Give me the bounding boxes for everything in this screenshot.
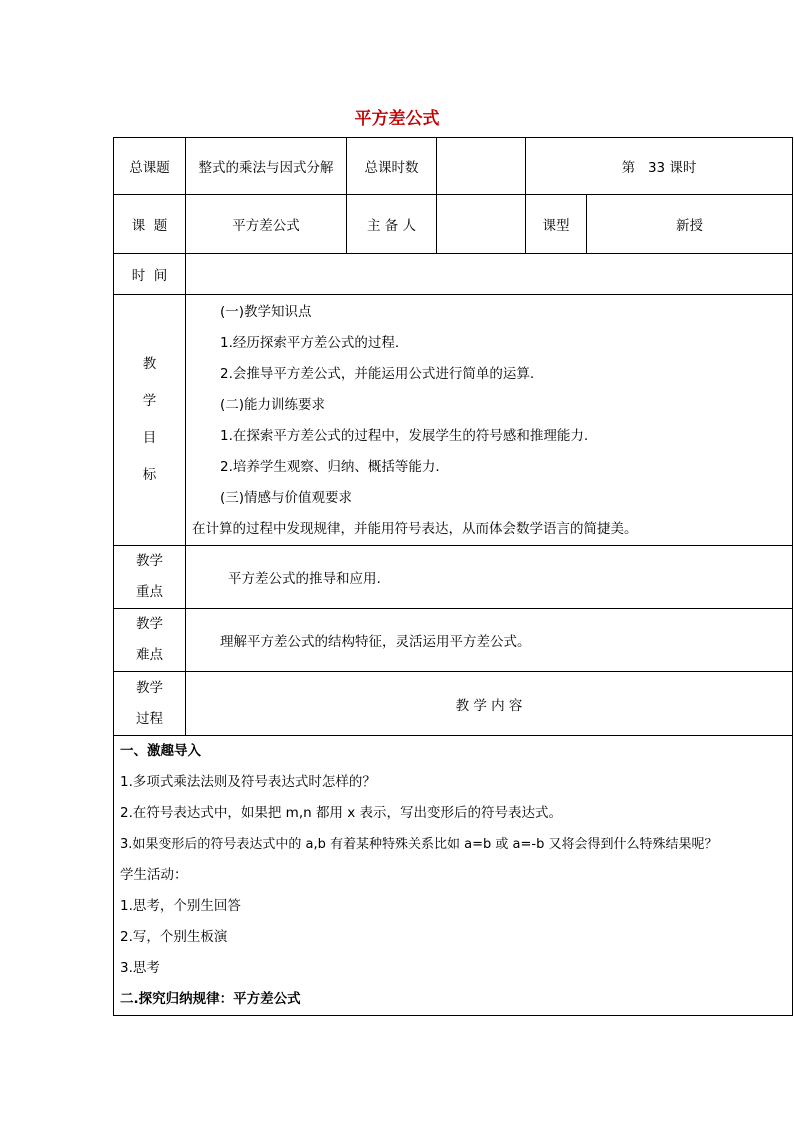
lesson-number: 第 33 课时	[526, 138, 793, 195]
content-line: 1.多项式乘法法则及符号表达式时怎样的？	[120, 774, 376, 790]
key-points-value: 平方差公式的推导和应用.	[186, 546, 793, 609]
difficulties-label-line: 难点	[136, 647, 163, 663]
preparer-value	[437, 195, 526, 254]
total-topic-value: 整式的乘法与因式分解	[186, 138, 347, 195]
preparer-label: 主 备 人	[347, 195, 437, 254]
total-hours-value	[437, 138, 526, 195]
objectives-label	[114, 295, 186, 546]
page-title: 平方差公式	[354, 109, 440, 129]
key-points-label-line: 重点	[136, 584, 163, 600]
content-line: 2.在符号表达式中，如果把 m,n 都用 x 表示，写出变形后的符号表达式。	[120, 805, 563, 821]
content-line: 学生活动：	[120, 867, 188, 883]
topic-label: 课 题	[114, 195, 186, 254]
lesson-type-label: 课型	[526, 195, 587, 254]
key-points-label-line: 教学	[136, 553, 163, 569]
content-line: 2.写，个别生板演	[120, 929, 228, 945]
lesson-plan-table	[113, 137, 793, 1016]
lesson-type-value: 新授	[587, 195, 793, 254]
content-line: 3.思考	[120, 960, 160, 976]
objective-heading: (三)情感与价值观要求	[220, 490, 353, 506]
process-label-line: 教学	[136, 679, 163, 696]
difficulties-label-line: 教学	[136, 616, 163, 632]
process-label-line: 过程	[136, 710, 163, 727]
row-objectives	[114, 295, 793, 546]
objective-item: 1.在探索平方差公式的过程中，发展学生的符号感和推理能力.	[220, 428, 589, 444]
objectives-label-char: 目	[142, 430, 157, 446]
topic-value: 平方差公式	[186, 195, 347, 254]
objective-heading: (一)教学知识点	[220, 304, 312, 320]
objective-heading: (二)能力训练要求	[220, 397, 326, 413]
row-topic	[114, 195, 793, 254]
content-line: 1.思考，个别生回答	[120, 898, 241, 914]
process-value: 教 学 内 容	[186, 672, 793, 736]
row-time	[114, 254, 793, 295]
process-label	[114, 672, 186, 736]
time-value	[186, 254, 793, 295]
row-process	[114, 672, 793, 736]
objectives-label-char: 教	[142, 356, 157, 372]
total-topic-label: 总课题	[114, 138, 186, 195]
content-line: 3.如果变形后的符号表达式中的 a,b 有着某种特殊关系比如 a=b 或 a=-b 又将会得到什么特殊结果呢？	[120, 837, 718, 852]
time-label: 时 间	[114, 254, 186, 295]
row-total-topic	[114, 138, 793, 195]
key-points-label	[114, 546, 186, 609]
objective-item: 2.会推导平方差公式，并能运用公式进行简单的运算.	[220, 366, 535, 382]
objective-item: 在计算的过程中发现规律，并能用符号表达，从而体会数学语言的简捷美。	[192, 521, 638, 537]
row-content	[114, 736, 793, 1016]
objective-item: 1.经历探索平方差公式的过程.	[220, 335, 400, 351]
objective-item: 2.培养学生观察、归纳、概括等能力.	[220, 459, 440, 475]
row-key-points	[114, 546, 793, 609]
objectives-label-char: 标	[142, 467, 157, 483]
objectives-content	[186, 295, 793, 546]
teaching-content	[114, 736, 793, 1016]
difficulties-label	[114, 609, 186, 672]
total-hours-label: 总课时数	[347, 138, 437, 195]
content-section-heading: 一、激趣导入	[120, 743, 201, 759]
difficulties-value: 理解平方差公式的结构特征，灵活运用平方差公式。	[186, 609, 793, 672]
row-difficulties	[114, 609, 793, 672]
content-section-heading: 二.探究归纳规律：平方差公式	[120, 991, 301, 1007]
objectives-label-char: 学	[142, 393, 157, 409]
